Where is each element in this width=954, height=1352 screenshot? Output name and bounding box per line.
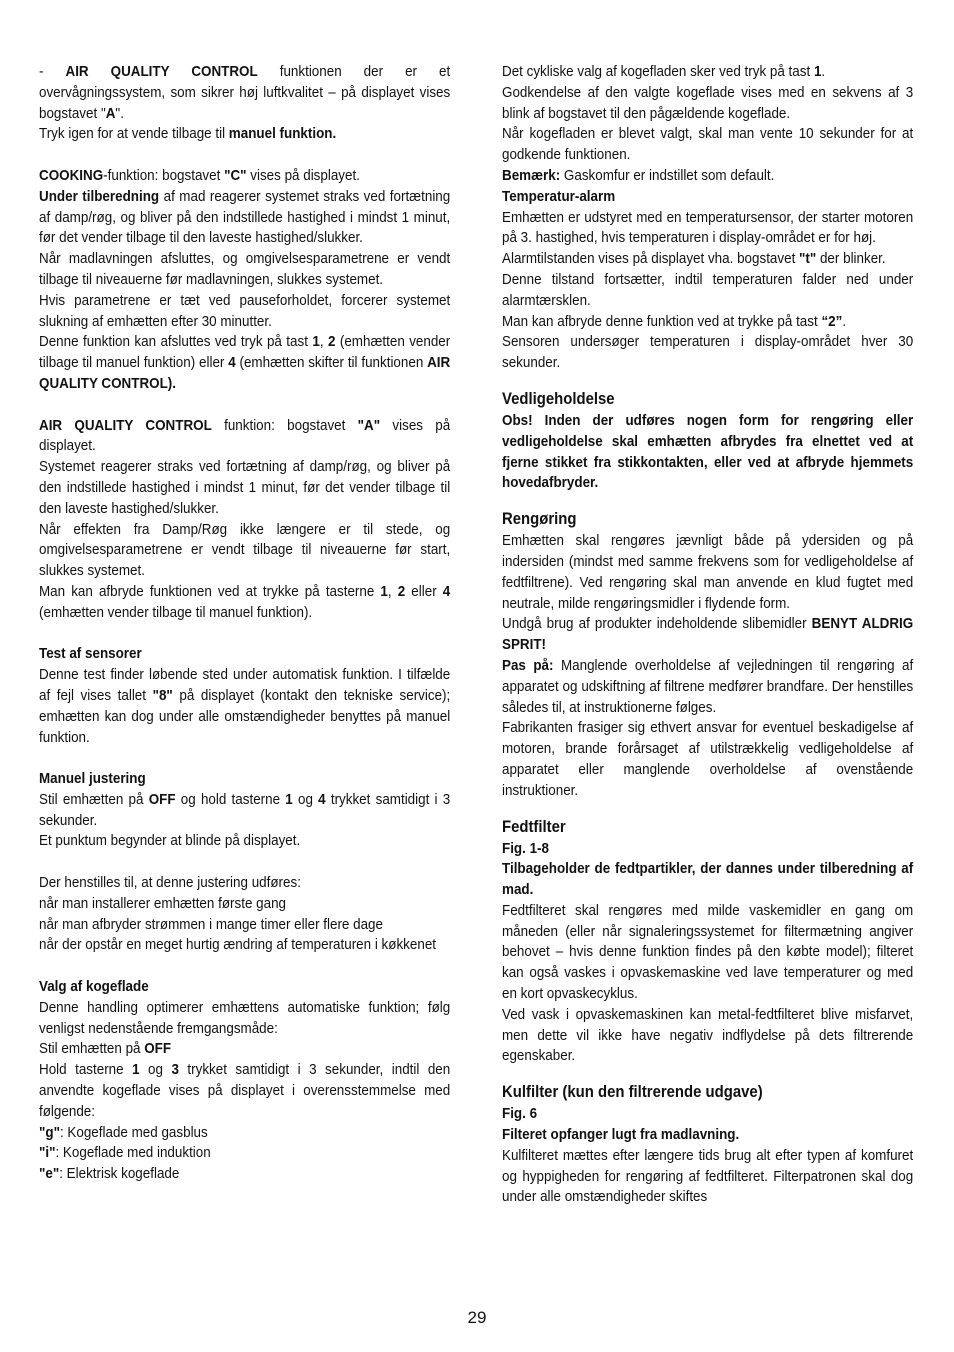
paragraph [502, 656, 913, 718]
bold-text: 1 [285, 791, 293, 808]
text-run: Et punktum begynder at blinde på displayet. [39, 833, 301, 850]
text-run: Hvis parametrene er tæt ved pauseforholdet, forcerer systemet slukning af emhætten efter 30 minutter. [39, 292, 451, 330]
text-run: trykket samtidigt i 3 sekunder, indtil den anvendte kogeflade vises på displayet i overensstemmelse med følgende: [39, 1062, 451, 1120]
paragraph [39, 894, 450, 915]
bold-text: "g" [39, 1124, 60, 1141]
text-run: når man installerer emhætten første gang [39, 895, 287, 912]
paragraph [502, 411, 913, 494]
bold-text: 4 [442, 583, 451, 600]
paragraph [502, 208, 913, 250]
bold-text: Fig. 6 [502, 1106, 538, 1123]
text-run: , [319, 334, 328, 351]
section-heading [502, 388, 913, 411]
paragraph [39, 790, 450, 832]
bold-text: "i" [39, 1145, 56, 1162]
paragraph [39, 187, 450, 249]
text-run: og [292, 791, 319, 808]
text-run: funktion: bogstavet [211, 417, 358, 434]
paragraph [502, 332, 913, 374]
bold-text: 3 [171, 1062, 179, 1079]
text-run: Tryk igen for at vende tilbage til [39, 126, 229, 143]
paragraph [39, 1039, 450, 1060]
paragraph [502, 166, 913, 187]
text-run: Man kan afbryde denne funktion ved at trykke på tast [502, 313, 822, 330]
bold-text: Valg af kogeflade [39, 979, 149, 996]
text-run: Denne test finder løbende sted under automatisk funktion. I tilfælde af fejl vises tallet [39, 667, 451, 704]
bold-text: "A" [357, 417, 381, 434]
paragraph [39, 1123, 450, 1144]
paragraph [39, 644, 450, 665]
text-run: Hold tasterne [39, 1062, 133, 1079]
text-run: Man kan afbryde funktionen ved at trykke på tasterne [39, 583, 381, 600]
spacer [39, 395, 451, 416]
right-column [502, 62, 914, 1208]
text-run: Sensoren undersøger temperaturen i display-området hver 30 sekunder. [502, 334, 914, 372]
text-run: af mad reagerer systemet straks ved fortætning af damp/røg, og bliver på den indstillede hastighed i mindst 1 minut, før det vender tilbage til den laveste hastighed/slukker. [39, 188, 451, 247]
paragraph [502, 312, 913, 333]
bold-text: BENYT ALDRIG SPRIT! [502, 616, 914, 654]
paragraph [502, 187, 913, 208]
bold-text: COOKING [39, 167, 104, 184]
spacer [39, 624, 451, 645]
bold-text: 2 [397, 583, 406, 600]
bold-text: Temperatur-alarm [502, 188, 616, 205]
text-run: når der opstår en meget hurtig ændring af temperaturen i køkkenet [39, 937, 437, 954]
spacer [39, 145, 451, 166]
bold-text: Pas på: [502, 657, 554, 674]
text-run: Emhætten skal rengøres jævnligt både på ydersiden og på indersiden (mindst med samme frekvens som for vedligeholdelse af fedtfiltrene). Ved rengøring skal man anvende en klud fugtet med neutrale, milde rengøringsmidler i flydende form. [502, 533, 914, 612]
paragraph [502, 614, 913, 656]
paragraph [39, 166, 450, 187]
section-heading [502, 1081, 913, 1104]
spacer [39, 956, 451, 977]
spacer [39, 852, 451, 873]
bold-text: Under tilberedning [39, 188, 160, 205]
text-run: Det cykliske valg af kogefladen sker ved tryk på tast [502, 64, 814, 80]
text-run: Ved vask i opvaskemaskinen kan metal-fedtfilteret blive misfarvet, men dette vil ikke have negativ indflydelse på dets filtrerende egenskaber. [502, 1006, 914, 1065]
bold-text: Bemærk: [502, 167, 561, 184]
paragraph [502, 1005, 913, 1067]
spacer [502, 802, 914, 816]
bold-text: Manuel justering [39, 771, 146, 788]
bold-text: Rengøring [502, 510, 577, 529]
text-run: Stil emhætten på [39, 1041, 145, 1058]
paragraph [39, 935, 450, 956]
text-run: Manglende overholdelse af vejledningen til rengøring af apparatet og udskiftning af filtrene medfører brandfare. Der henstilles således til, at instruktionerne følges. [502, 657, 914, 716]
paragraph [502, 839, 913, 860]
bold-text: 1 [380, 583, 388, 600]
paragraph [39, 769, 450, 790]
paragraph [39, 124, 450, 145]
bold-text: Tilbageholder de fedtpartikler, der dannes under tilberedning af mad. [502, 861, 914, 899]
paragraph [502, 1104, 913, 1125]
text-run: Denne tilstand fortsætter, indtil temperaturen falder ned under alarmtærsklen. [502, 271, 914, 309]
paragraph [502, 62, 913, 83]
text-run: . [842, 313, 847, 330]
text-run: Fedtfilteret skal rengøres med milde vaskemidler en gang om måneden (eller når signaleringssystemet for filtermætning angiver behovet – hvis denne funktion findes på den købte model); filteret kan også vaskes i opvaskemaskine ved lave temperaturer og med en kort opvaskecyklus. [502, 902, 914, 1003]
bold-text: 1 [312, 334, 320, 351]
bold-text: Kulfilter (kun den filtrerende udgave) [502, 1083, 763, 1102]
text-run: (emhætten vender tilbage til manuel funktion). [39, 604, 313, 621]
bold-text: Vedligeholdelse [502, 389, 615, 408]
text-run: Undgå brug af produkter indeholdende slibemidler [502, 616, 812, 633]
text-run: , [387, 583, 398, 600]
spacer [502, 494, 914, 508]
text-run: : Kogeflade med induktion [55, 1145, 211, 1162]
text-run: på displayet (kontakt den tekniske service); emhætten kan dog under alle omstændigheder benyttes på manuel funktion. [39, 687, 451, 746]
bold-text: Obs! Inden der udføres nogen form for rengøring eller vedligeholdelse skal emhætten afbrydes fra elnettet ved at fjerne stikket fra stikkontakten, eller ved at afbryde hjemmets hovedafbryder. [502, 412, 914, 492]
bold-text: Fedtfilter [502, 817, 566, 836]
text-run: (emhætten skifter til funktionen [235, 355, 428, 372]
text-run: trykket samtidigt i 3 sekunder. [39, 791, 451, 829]
text-run: Denne handling optimerer emhættens automatiske funktion; følg venligst nedenstående fremgangsmåde: [39, 999, 451, 1037]
bold-text: "e" [39, 1166, 60, 1183]
paragraph [502, 859, 913, 901]
text-run: og [139, 1062, 172, 1079]
text-run: Når kogefladen er blevet valgt, skal man vente 10 sekunder for at godkende funktionen. [502, 126, 914, 164]
text-run: og hold tasterne [175, 791, 286, 808]
paragraph [39, 332, 450, 394]
paragraph [39, 977, 450, 998]
bold-text: Test af sensorer [39, 646, 142, 663]
paragraph [502, 718, 913, 801]
paragraph [39, 873, 450, 894]
paragraph [502, 270, 913, 312]
text-run: Gaskomfur er indstillet som default. [560, 167, 775, 184]
bold-text: 1 [813, 64, 822, 80]
text-run: Der henstilles til, at denne justering udføres: [39, 875, 301, 892]
text-run: Når madlavningen afsluttes, og omgivelsesparametrene er vendt tilbage til niveauerne før madlavningen, slukkes systemet. [39, 251, 451, 288]
bold-text: "t" [799, 251, 817, 268]
text-run: - [39, 64, 66, 80]
paragraph [39, 998, 450, 1040]
text-run: : Elektrisk kogeflade [59, 1166, 180, 1183]
paragraph [502, 1146, 913, 1208]
left-column [39, 62, 451, 1185]
bold-text: "C" [224, 167, 247, 184]
text-run: vises på displayet. [39, 417, 451, 455]
paragraph [39, 915, 450, 936]
text-run: -funktion: bogstavet [103, 167, 225, 184]
text-run: Stil emhætten på [39, 791, 149, 808]
paragraph [502, 901, 913, 1005]
paragraph [502, 249, 913, 270]
text-run: der blinker. [816, 251, 886, 268]
section-heading [502, 816, 913, 839]
text-run: eller [405, 583, 443, 600]
bold-text: 1 [132, 1062, 140, 1079]
page-number: 29 [467, 1308, 487, 1327]
text-run: ". [115, 105, 124, 122]
paragraph [502, 1125, 913, 1146]
bold-text: AIR QUALITY CONTROL [39, 417, 212, 434]
bold-text: "8" [152, 687, 173, 704]
bold-text: manuel funktion. [228, 126, 337, 143]
bold-text: OFF [148, 791, 176, 808]
text-run: vises på displayet. [246, 167, 360, 184]
bold-text: “2” [821, 313, 843, 330]
bold-text: 4 [228, 355, 236, 372]
paragraph [39, 62, 450, 124]
spacer [502, 374, 914, 388]
text-run: (emhætten vender tilbage til manuel funktion) eller [39, 334, 451, 372]
text-run: : Kogeflade med gasblus [59, 1124, 208, 1141]
text-run: Når effekten fra Damp/Røg ikke længere er til stede, og omgivelsesparametrene er vendt tilbage til niveauerne før start, slukkes systemet. [39, 521, 451, 580]
bold-text: 2 [327, 334, 336, 351]
text-run: Systemet reagerer straks ved fortætning af damp/røg, og bliver på den indstillede hastighed i mindst 1 minut, før det vender tilbage til den laveste hastighed/slukker. [39, 459, 451, 517]
text-run: Godkendelse af den valgte kogeflade vises med en sekvens af 3 blink af bogstavet til den pågældende kogeflade. [502, 84, 914, 122]
section-heading [502, 508, 913, 531]
paragraph [39, 1060, 450, 1122]
text-run: Denne funktion kan afsluttes ved tryk på tast [39, 334, 313, 351]
paragraph [39, 291, 450, 333]
bold-text: Filteret opfanger lugt fra madlavning. [502, 1127, 740, 1144]
paragraph [502, 531, 913, 614]
bold-text: 4 [318, 791, 326, 808]
paragraph [502, 124, 913, 166]
text-run: funktionen der er et overvågningssystem, som sikrer høj luftkvalitet – på displayet vises bogstavet " [39, 64, 451, 122]
paragraph [39, 831, 450, 852]
text-run: Fabrikanten frasiger sig ethvert ansvar for eventuel beskadigelse af motoren, brande forårsaget af utilstrækkelig vedligeholdelse af apparatet eller manglende overholdelse af ovenstående instruktioner. [502, 720, 914, 799]
spacer [502, 1067, 914, 1081]
bold-text: A [105, 105, 116, 122]
text-run: Kulfilteret mættes efter længere tids brug alt efter typen af komfuret og hyppigheden for rengøring af fedtfilteret. Filterpatronen skal dog under alle omstændigheder skiftes [502, 1147, 914, 1206]
text-run: når man afbryder strømmen i mange timer eller flere dage [39, 916, 384, 933]
text-run: Emhætten er udstyret med en temperatursensor, der starter motoren på 3. hastighed, hvis temperaturen i display-området er for høj. [502, 209, 914, 247]
text-run: . [821, 64, 826, 80]
paragraph [39, 665, 450, 748]
bold-text: AIR QUALITY CONTROL [39, 355, 451, 392]
bold-text: OFF [144, 1041, 172, 1058]
bold-text: AIR QUALITY CONTROL [65, 64, 258, 80]
paragraph [39, 582, 450, 624]
paragraph [39, 457, 450, 519]
bold-text: ). [167, 375, 177, 392]
bold-text: Fig. 1-8 [502, 840, 550, 857]
paragraph [39, 520, 450, 582]
spacer [39, 748, 451, 769]
paragraph [39, 1143, 450, 1164]
paragraph [502, 83, 913, 125]
paragraph [39, 1164, 450, 1185]
text-run: Alarmtilstanden vises på displayet vha. bogstavet [502, 251, 800, 268]
paragraph [39, 416, 450, 458]
paragraph [39, 249, 450, 291]
